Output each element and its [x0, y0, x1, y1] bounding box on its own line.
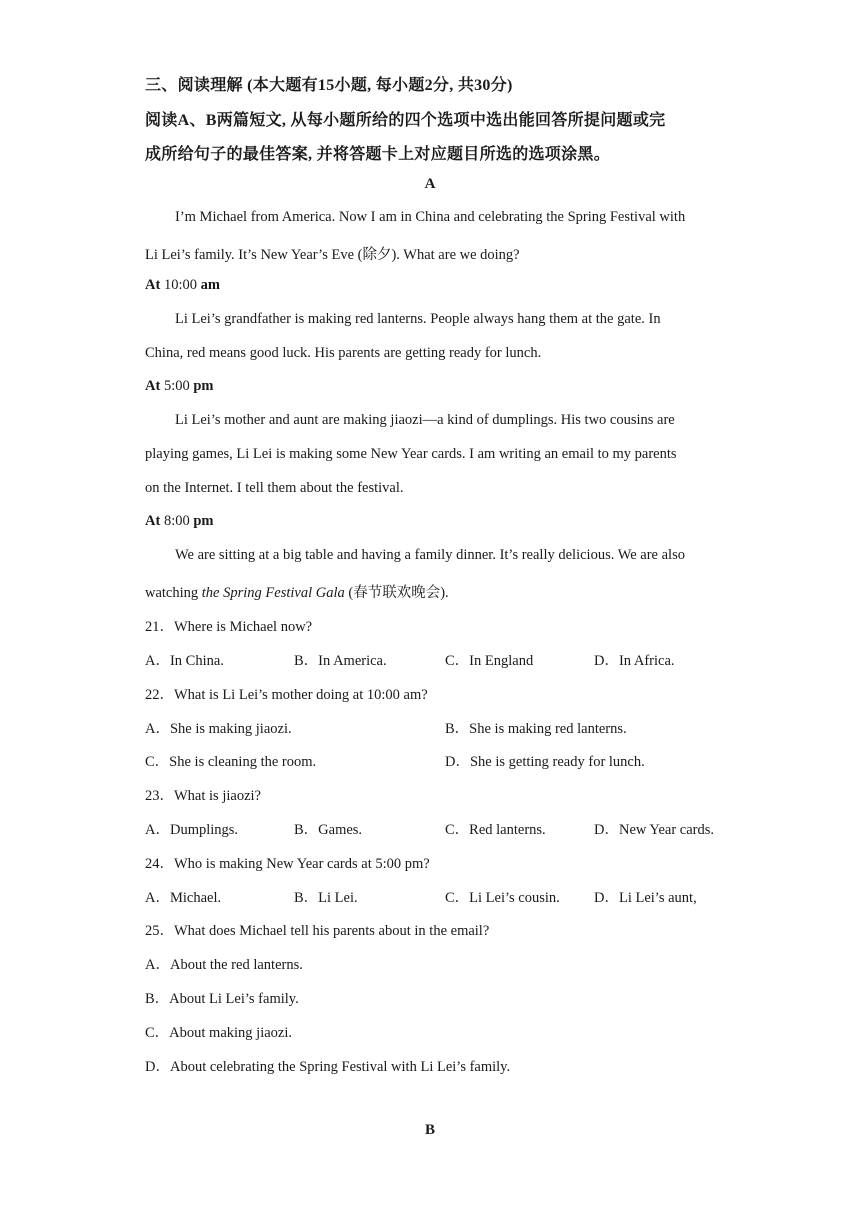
- question-21-option-a[interactable]: A．In China.: [145, 653, 224, 669]
- question-24-option-a[interactable]: A．Michael.: [145, 890, 222, 906]
- passage-a-intro-line-2: Li Lei’s family. It’s New Year’s Eve (除夕). What are we doing?: [145, 247, 520, 263]
- question-25-stem: 25．What does Michael tell his parents about in the email?: [145, 923, 490, 939]
- time-unit: pm: [193, 378, 214, 394]
- time-heading-10am: [145, 277, 220, 294]
- question-25-option-d[interactable]: D．About celebrating the Spring Festival with Li Lei’s family.: [145, 1059, 511, 1075]
- question-25-option-c[interactable]: C．About making jiaozi.: [145, 1025, 292, 1041]
- question-24-option-b[interactable]: B．Li Lei.: [294, 890, 358, 906]
- time-value: 8:00: [163, 513, 190, 529]
- question-23-stem: 23．What is jiaozi?: [145, 788, 261, 804]
- passage-a-label: A: [424, 176, 436, 192]
- text-segment: (春节联欢晚会).: [344, 585, 449, 601]
- passage-a-intro-line-1: I’m Michael from America. Now I am in China and celebrating the Spring Festival with: [175, 209, 686, 225]
- text-segment: watching: [145, 585, 202, 601]
- section-title: 三、阅读理解 (本大题有15小题, 每小题2分, 共30分): [145, 77, 513, 94]
- time-value: 10:00: [163, 277, 197, 293]
- question-23-option-b[interactable]: B．Games.: [294, 822, 363, 838]
- time-heading-8pm: [145, 513, 214, 530]
- question-23-option-d[interactable]: D．New Year cards.: [594, 822, 715, 838]
- question-21-option-b[interactable]: B．In America.: [294, 653, 387, 669]
- passage-b-label: B: [424, 1122, 435, 1138]
- passage-a-p1-line-1: Li Lei’s grandfather is making red lanterns. People always hang them at the gate. In: [175, 311, 661, 327]
- passage-a-p2-line-3: on the Internet. I tell them about the festival.: [145, 480, 404, 496]
- time-at-word: At: [145, 277, 161, 293]
- time-unit: pm: [193, 513, 214, 529]
- question-24-option-c[interactable]: C．Li Lei’s cousin.: [445, 890, 560, 906]
- time-at-word: At: [145, 513, 161, 529]
- instruction-line-2: 成所给句子的最佳答案, 并将答题卡上对应题目所选的选项涂黑。: [145, 146, 611, 163]
- question-25-option-b[interactable]: B．About Li Lei’s family.: [145, 991, 299, 1007]
- question-22-stem: 22．What is Li Lei’s mother doing at 10:00 am?: [145, 687, 428, 703]
- question-24-option-d[interactable]: D．Li Lei’s aunt,: [594, 890, 697, 906]
- question-25-option-a[interactable]: A．About the red lanterns.: [145, 957, 303, 973]
- gala-title: the Spring Festival Gala: [201, 585, 345, 601]
- passage-a-p1-line-2: China, red means good luck. His parents are getting ready for lunch.: [145, 345, 542, 361]
- time-at-word: At: [145, 378, 161, 394]
- passage-a-p3-line-2: [145, 581, 449, 602]
- passage-a-p2-line-1: Li Lei’s mother and aunt are making jiaozi—a kind of dumplings. His two cousins are: [175, 412, 675, 428]
- time-value: 5:00: [163, 378, 190, 394]
- question-21-option-d[interactable]: D．In Africa.: [594, 653, 675, 669]
- question-24-stem: 24．Who is making New Year cards at 5:00 pm?: [145, 856, 430, 872]
- question-22-option-b[interactable]: B．She is making red lanterns.: [445, 721, 627, 737]
- passage-a-p2-line-2: playing games, Li Lei is making some New Year cards. I am writing an email to my parents: [145, 446, 677, 462]
- instruction-line-1: 阅读A、B两篇短文, 从每小题所给的四个选项中选出能回答所提问题或完: [145, 112, 666, 129]
- question-22-option-d[interactable]: D．She is getting ready for lunch.: [445, 754, 645, 770]
- passage-a-p3-line-1: We are sitting at a big table and having a family dinner. It’s really delicious. We are also: [175, 547, 685, 563]
- question-22-option-c[interactable]: C．She is cleaning the room.: [145, 754, 317, 770]
- question-21-option-c[interactable]: C．In England: [445, 653, 534, 669]
- question-23-option-a[interactable]: A．Dumplings.: [145, 822, 239, 838]
- question-21-stem: 21．Where is Michael now?: [145, 619, 313, 635]
- time-heading-5pm: [145, 378, 214, 395]
- question-22-option-a[interactable]: A．She is making jiaozi.: [145, 721, 292, 737]
- time-unit: am: [200, 277, 220, 293]
- question-23-option-c[interactable]: C．Red lanterns.: [445, 822, 546, 838]
